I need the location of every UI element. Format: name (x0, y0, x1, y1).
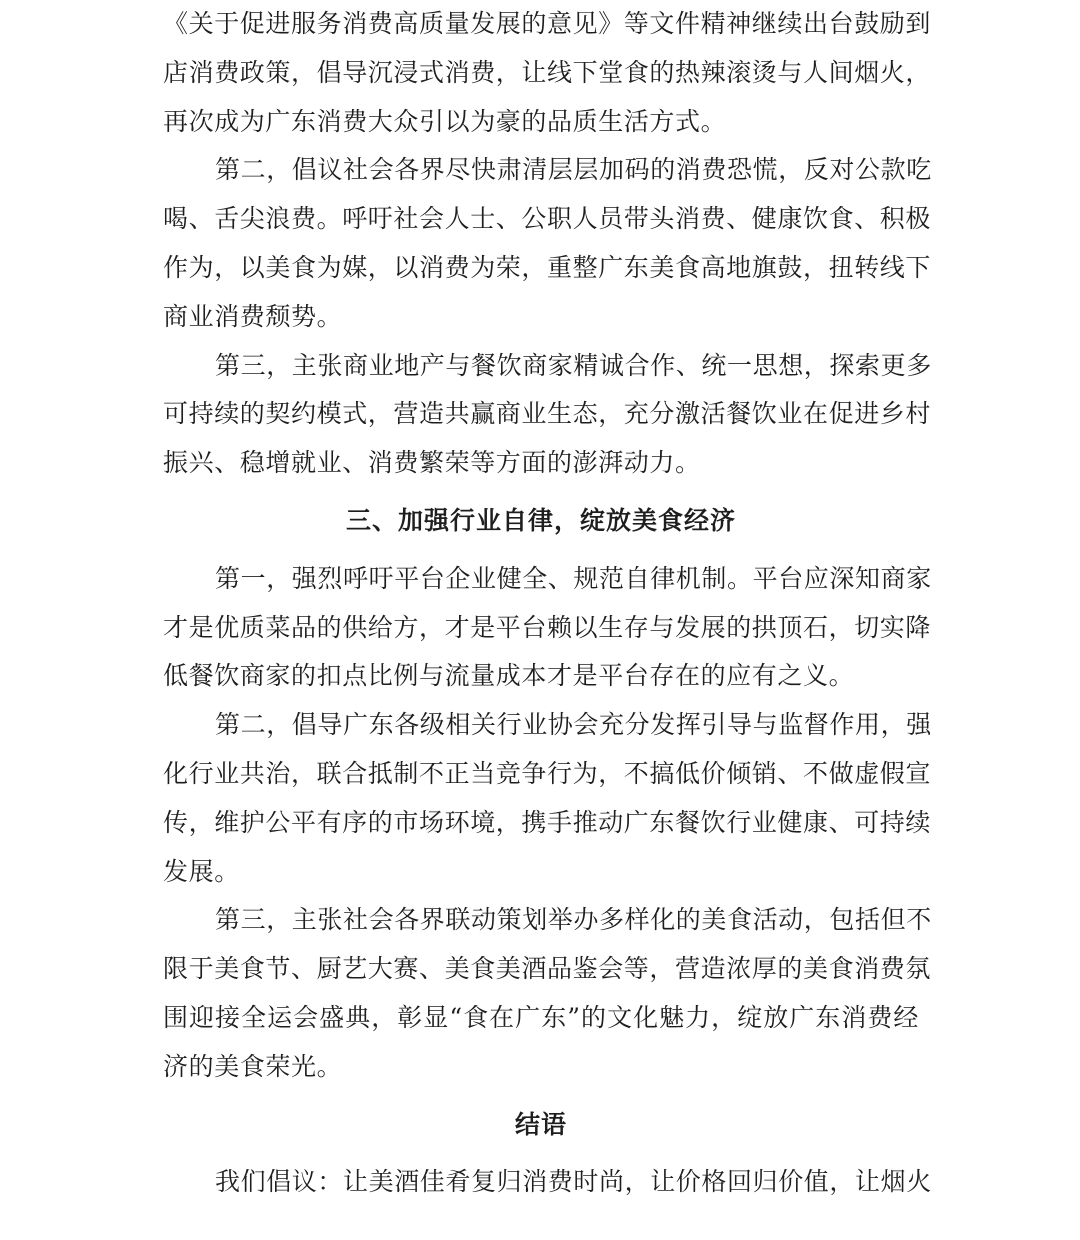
text-line: 发展。 (163, 856, 240, 886)
text-line: 第二，倡导广东各级相关行业协会充分发挥引导与监督作用，强 (215, 710, 932, 740)
text-line: 商业消费颓势。 (163, 301, 343, 331)
paragraph-continuation (163, 0, 932, 146)
text-line: 店消费政策，倡导沉浸式消费，让线下堂食的热辣滚烫与人间烟火， (163, 57, 932, 87)
text-line: 《关于促进服务消费高质量发展的意见》等文件精神继续出台鼓励到 (163, 9, 932, 38)
text-line: 第三，主张商业地产与餐饮商家精诚合作、统一思想，探索更多 (215, 350, 932, 380)
paragraph-conclusion (163, 1158, 932, 1207)
text-line: 我们倡议：让美酒佳肴复归消费时尚，让价格回归价值，让烟火 (215, 1167, 932, 1197)
text-line: 第二，倡议社会各界尽快肃清层层加码的消费恐慌，反对公款吃 (215, 155, 932, 185)
text-line: 喝、舌尖浪费。呼吁社会人士、公职人员带头消费、健康饮食、积极 (163, 204, 932, 234)
paragraph-second-advocacy (163, 146, 932, 341)
text-line: 化行业共治，联合抵制不正当竞争行为，不搞低价倾销、不做虚假宣 (163, 758, 932, 788)
text-line: 低餐饮商家的扣点比例与流量成本才是平台存在的应有之义。 (163, 661, 855, 691)
text-line: 围迎接全运会盛典，彰显“食在广东”的文化魅力，绽放广东消费经 (163, 1002, 919, 1032)
paragraph-platform-self-discipline (163, 555, 932, 701)
paragraph-industry-associations (163, 701, 932, 896)
document-page (163, 0, 932, 1207)
text-line: 作为，以美食为媒，以消费为荣，重整广东美食高地旗鼓，扭转线下 (163, 252, 932, 282)
section-heading-three: 三、加强行业自律，绽放美食经济 (345, 505, 736, 535)
section-heading-conclusion: 结语 (514, 1109, 567, 1139)
text-line: 才是优质菜品的供给方，才是平台赖以生存与发展的拱顶石，切实降 (163, 612, 932, 642)
paragraph-third-advocacy (163, 342, 932, 488)
text-line: 第三，主张社会各界联动策划举办多样化的美食活动，包括但不 (215, 905, 932, 935)
text-line: 济的美食荣光。 (163, 1051, 343, 1081)
text-line: 传，维护公平有序的市场环境，携手推动广东餐饮行业健康、可持续 (163, 807, 932, 837)
text-line: 限于美食节、厨艺大赛、美食美酒品鉴会等，营造浓厚的美食消费氛 (163, 954, 932, 984)
text-line: 振兴、稳增就业、消费繁荣等方面的澎湃动力。 (163, 448, 701, 478)
paragraph-food-activities (163, 896, 932, 1091)
text-line: 可持续的契约模式，营造共赢商业生态，充分激活餐饮业在促进乡村 (163, 399, 932, 429)
text-line: 再次成为广东消费大众引以为豪的品质生活方式。 (163, 106, 727, 136)
text-line: 第一，强烈呼吁平台企业健全、规范自律机制。平台应深知商家 (215, 563, 932, 593)
